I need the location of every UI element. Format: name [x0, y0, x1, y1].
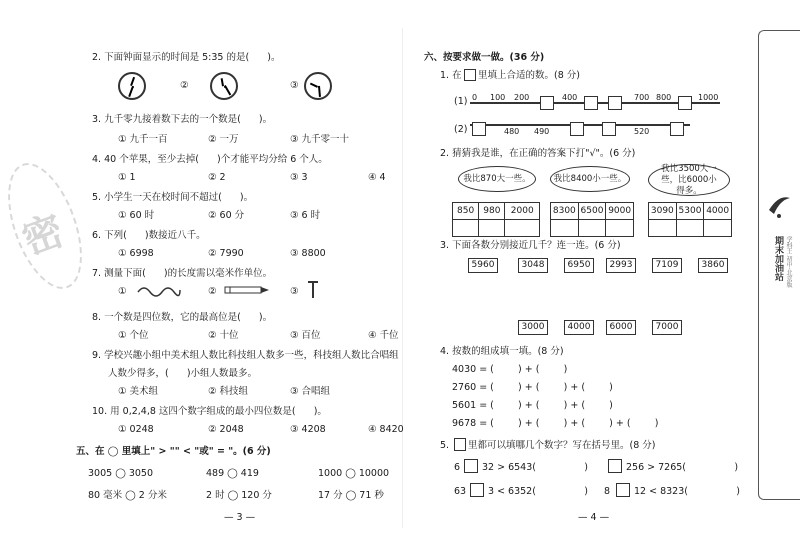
digit-blank[interactable]	[616, 483, 630, 497]
approx-number-top[interactable]: 7109	[652, 258, 682, 273]
nl1-tick-700: 700	[634, 93, 650, 102]
q8-opt2: ② 十位	[208, 330, 239, 341]
nl2-blank-2[interactable]	[570, 122, 584, 136]
q3-opt1: ① 九千一百	[118, 134, 168, 145]
q10-text: 10. 用 0,2,4,8 这四个数字组成的最小四位数是( )。	[92, 406, 327, 417]
nl1-tick-100: 100	[490, 93, 506, 102]
guess-bubble-1: 我比870大一些。	[458, 166, 536, 192]
q8-opt4: ④ 千位	[368, 330, 399, 341]
table-cell[interactable]: 3090	[649, 203, 677, 220]
thousand-target[interactable]: 6000	[606, 320, 636, 335]
guess-bubble-3: 我比3500大一些，比6000小得多。	[648, 164, 730, 196]
q3-opt2: ② 一万	[208, 134, 239, 145]
page-divider	[402, 28, 403, 528]
nl2-tick-520: 520	[634, 127, 650, 136]
q7-opt1: ①	[118, 286, 127, 297]
answer-table-2	[550, 202, 634, 237]
table-cell[interactable]: 5300	[676, 203, 704, 220]
answer-table-3	[648, 202, 732, 237]
approx-number-top[interactable]: 3048	[518, 258, 548, 273]
answer-table-1	[452, 202, 540, 237]
digit-blank[interactable]	[464, 459, 478, 473]
section5-title: 五、在 ◯ 里填上" > "" < "或" = "。(6 分)	[76, 446, 271, 457]
table-cell[interactable]: 6500	[578, 203, 606, 220]
q5-opt2: ② 60 分	[208, 210, 245, 221]
q4-text: 4. 40 个苹果，至少去掉( )个才能平均分给 6 个人。	[92, 154, 328, 165]
q6-opt3: ③ 8800	[290, 248, 326, 259]
compare-item-2: 489 ◯ 419	[206, 468, 259, 479]
nl2-blank-4[interactable]	[670, 122, 684, 136]
composition-line-1: 4030 = ( ) + ( )	[452, 364, 568, 375]
q9-opt2: ② 科技组	[208, 386, 249, 397]
q2-opt3: ③	[290, 80, 299, 91]
q7-opt3: ③	[290, 286, 299, 297]
nl2-blank-1[interactable]	[472, 122, 486, 136]
clock-icon-2	[210, 72, 238, 100]
r-q5-text-b: 里都可以填哪几个数字？写在括号里。(8 分)	[468, 440, 656, 451]
table-cell[interactable]: 8300	[551, 203, 579, 220]
nl1-tick-200: 200	[514, 93, 530, 102]
numberline1-label: (1)	[454, 96, 468, 107]
q9-text-line2: 人数少得多，( )小组人数最多。	[108, 368, 258, 379]
q2-text: 2. 下面钟面显示的时间是 5:35 的是( )。	[92, 52, 281, 63]
digit-item-4-prefix: 8	[604, 486, 611, 497]
q8-opt3: ③ 百位	[290, 330, 321, 341]
nl1-tick-400: 400	[562, 93, 578, 102]
clock-icon-1	[118, 72, 146, 100]
digit-blank[interactable]	[470, 483, 484, 497]
q4-opt3: ③ 3	[290, 172, 308, 183]
digit-item-3-suffix: 3 < 6352( )	[488, 486, 588, 497]
q10-opt4: ④ 8420	[368, 424, 404, 435]
sidebar-brand: 期末加油站	[773, 236, 783, 281]
r-q2-text: 2. 猜猜我是谁，在正确的答案下打"√"。(6 分)	[440, 148, 636, 159]
digit-item-1-prefix: 6	[454, 462, 461, 473]
digit-item-1-suffix: 32 > 6543( )	[482, 462, 588, 473]
r-q3-text: 3. 下面各数分别接近几千？连一连。(6 分)	[440, 240, 621, 251]
table-cell[interactable]: 2000	[505, 203, 540, 220]
compare-item-6: 17 分 ◯ 71 秒	[318, 490, 384, 501]
composition-line-2: 2760 = ( ) + ( ) + ( )	[452, 382, 613, 393]
q9-text-line1: 9. 学校兴趣小组中美术组人数比科技组人数多一些，科技组人数比合唱组	[92, 350, 399, 361]
r-q1-text-a: 1. 在	[440, 70, 462, 81]
q4-opt2: ② 2	[208, 172, 226, 183]
approx-number-top[interactable]: 6950	[564, 258, 594, 273]
q10-opt3: ③ 4208	[290, 424, 326, 435]
r-q1-text-b: 里填上合适的数。(8 分)	[478, 70, 580, 81]
table-cell[interactable]: 850	[453, 203, 479, 220]
table-cell[interactable]: 9000	[606, 203, 634, 220]
q3-text: 3. 九千零九接着数下去的一个数是( )。	[92, 114, 273, 125]
digit-blank[interactable]	[608, 459, 622, 473]
sidebar-note: 学科王 初中·北京版	[785, 236, 792, 288]
compare-item-3: 1000 ◯ 10000	[318, 468, 390, 479]
q2-opt2: ②	[180, 80, 189, 91]
q6-opt1: ① 6998	[118, 248, 154, 259]
page-number-4: — 4 —	[578, 512, 610, 523]
q9-opt3: ③ 合唱组	[290, 386, 331, 397]
thumbtack-icon	[306, 280, 320, 300]
approx-number-top[interactable]: 3860	[698, 258, 728, 273]
q8-text: 8. 一个数是四位数，它的最高位是( )。	[92, 312, 273, 323]
nl1-blank-2[interactable]	[584, 96, 598, 110]
thousand-target[interactable]: 7000	[652, 320, 682, 335]
compare-item-5: 2 时 ◯ 120 分	[206, 490, 272, 501]
approx-number-top[interactable]: 2993	[606, 258, 636, 273]
nl1-tick-0: 0	[472, 93, 478, 102]
guess-bubble-2: 我比8400小一些。	[550, 166, 630, 192]
nl2-tick-480: 480	[504, 127, 520, 136]
section6-title: 六、按要求做一做。(36 分)	[424, 52, 545, 63]
thousand-target[interactable]: 3000	[518, 320, 548, 335]
digit-item-3-prefix: 63	[454, 486, 467, 497]
compare-item-4: 80 毫米 ◯ 2 分米	[88, 490, 167, 501]
seal-stamp-glyph: 密	[16, 206, 70, 265]
approx-number-top[interactable]: 5960	[468, 258, 498, 273]
digit-item-2-suffix: 256 > 7265( )	[626, 462, 739, 473]
r-q4-text: 4. 按数的组成填一填。(8 分)	[440, 346, 564, 357]
q7-text: 7. 测量下面( )的长度需以毫米作单位。	[92, 268, 273, 279]
q10-opt2: ② 2048	[208, 424, 244, 435]
blank-box-icon	[454, 438, 466, 451]
pencil-icon	[224, 284, 270, 296]
q8-opt1: ① 个位	[118, 330, 149, 341]
composition-line-4: 9678 = ( ) + ( ) + ( ) + ( )	[452, 418, 659, 429]
nl1-tick-800: 800	[656, 93, 672, 102]
numberline2-label: (2)	[454, 124, 468, 135]
nl1-blank-4[interactable]	[678, 96, 692, 110]
table-cell[interactable]: 980	[479, 203, 505, 220]
q10-opt1: ① 0248	[118, 424, 154, 435]
q6-opt2: ② 7990	[208, 248, 244, 259]
brand-logo-icon	[766, 190, 792, 220]
q6-text: 6. 下列( )数接近八千。	[92, 230, 206, 241]
digit-item-4-suffix: 12 < 8323( )	[634, 486, 740, 497]
table-cell[interactable]: 4000	[704, 203, 732, 220]
nl1-blank-1[interactable]	[540, 96, 554, 110]
nl1-tick-1000: 1000	[698, 93, 719, 102]
nl1-blank-3[interactable]	[608, 96, 622, 110]
q3-opt3: ③ 九千零一十	[290, 134, 350, 145]
clock-icon-3	[304, 72, 332, 100]
wavy-ribbon-icon	[136, 282, 182, 298]
page-number-3: — 3 —	[224, 512, 256, 523]
blank-box-icon	[464, 69, 476, 81]
q7-opt2: ②	[208, 286, 217, 297]
q4-opt1: ① 1	[118, 172, 136, 183]
q5-text: 5. 小学生一天在校时间不超过( )。	[92, 192, 254, 203]
q5-opt3: ③ 6 时	[290, 210, 321, 221]
nl2-tick-490: 490	[534, 127, 550, 136]
q5-opt1: ① 60 时	[118, 210, 155, 221]
q4-opt4: ④ 4	[368, 172, 386, 183]
thousand-target[interactable]: 4000	[564, 320, 594, 335]
compare-item-1: 3005 ◯ 3050	[88, 468, 154, 479]
q9-opt1: ① 美术组	[118, 386, 159, 397]
composition-line-3: 5601 = ( ) + ( ) + ( )	[452, 400, 613, 411]
r-q5-text-a: 5.	[440, 440, 450, 451]
nl2-blank-3[interactable]	[602, 122, 616, 136]
